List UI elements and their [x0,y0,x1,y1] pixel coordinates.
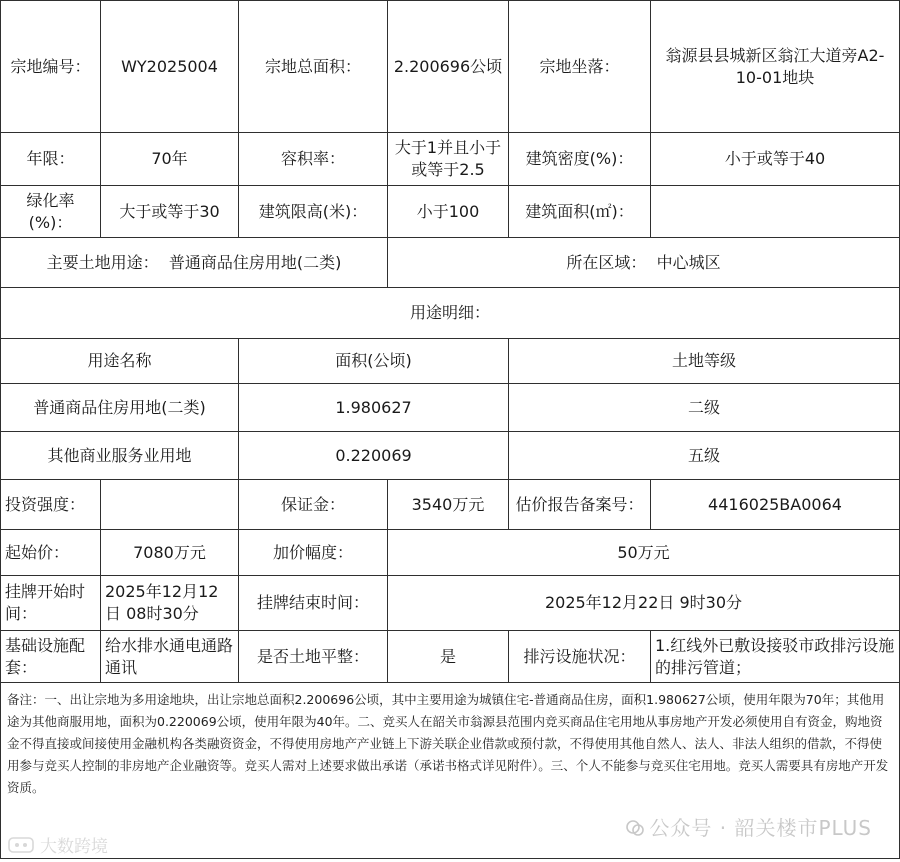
table-row [1,480,900,530]
wechat-icon [625,818,645,838]
parcel-location-label: 宗地坐落： [509,1,651,133]
build-area-value [651,186,900,238]
table-row [1,384,900,432]
flat-value: 是 [388,631,509,683]
table-row [1,288,900,339]
list-end-value: 2025年12月22日 9时30分 [388,576,900,631]
table-row [1,530,900,576]
term-value: 70年 [101,133,239,186]
usage-detail-title: 用途明细： [1,288,900,339]
usage-area: 0.220069 [239,432,509,480]
table-row [1,339,900,384]
far-label: 容积率： [239,133,388,186]
start-price-label: 起始价： [1,530,101,576]
table-row [1,432,900,480]
appraisal-value: 4416025BA0064 [651,480,900,530]
list-start-value: 2025年12月12日 08时30分 [101,576,239,631]
usage-area: 1.980627 [239,384,509,432]
infra-value: 给水排水通电通路通讯 [101,631,239,683]
table-row [1,186,900,238]
watermark-official-account [625,812,872,841]
density-value: 小于或等于40 [651,133,900,186]
deposit-label: 保证金： [239,480,388,530]
increment-value: 50万元 [388,530,900,576]
appraisal-label: 估价报告备案号： [509,480,651,530]
parcel-no-label: 宗地编号： [1,1,101,133]
watermark-left-text: 大数跨境 [40,837,108,857]
height-label: 建筑限高(米)： [239,186,388,238]
flat-label: 是否土地平整： [239,631,388,683]
usage-header-grade: 土地等级 [509,339,900,384]
usage-grade: 五级 [509,432,900,480]
watermark-source [8,832,108,857]
invest-label: 投资强度： [1,480,101,530]
build-area-label: 建筑面积(㎡)： [509,186,651,238]
main-land-use: 主要土地用途： 普通商品住房用地(二类) [1,238,388,288]
start-price-value: 7080万元 [101,530,239,576]
far-value: 大于1并且小于或等于2.5 [388,133,509,186]
usage-name: 其他商业服务业用地 [1,432,239,480]
usage-grade: 二级 [509,384,900,432]
logo-icon [8,836,34,854]
list-end-label: 挂牌结束时间： [239,576,388,631]
green-value: 大于或等于30 [101,186,239,238]
table-row [1,631,900,683]
term-label: 年限： [1,133,101,186]
green-label: 绿化率(%)： [1,186,101,238]
table-row [1,576,900,631]
increment-label: 加价幅度： [239,530,388,576]
usage-name: 普通商品住房用地(二类) [1,384,239,432]
table-row [1,238,900,288]
infra-label: 基础设施配套： [1,631,101,683]
table-row [1,1,900,133]
invest-value [101,480,239,530]
parcel-no-value: WY2025004 [101,1,239,133]
parcel-area-label: 宗地总面积： [239,1,388,133]
region: 所在区域： 中心城区 [388,238,900,288]
watermark-right-text: 公众号 · 韶关楼市PLUS [649,816,872,840]
usage-header-area: 面积(公顷) [239,339,509,384]
remarks: 备注：一、出让宗地为多用途地块，出让宗地总面积2.200696公顷，其中主要用途为城镇住宅-普通商品住房，面积1.980627公顷，使用年限为70年；其他用途为其他商服用地，面积为0.220069公顷，使用年限为40年。二、竞买人在韶关市翁源县范围内竞买商品住宅用地从事房地产开发必须使用自有资金，购地资金不得直接或间接使用金融机构各类融资资金，不得使用房地产产业链上下游关联企业借款或预付款，不得使用其他自然人、法人、非法人组织的借款，不得使用参与竞买人控制的非房地产企业融资等。竞买人需对上述要求做出承诺（承诺书格式详见附件）。三、个人不能参与竞买住宅用地。竞买人需要具有房地产开发资质。 [1,683,900,859]
parcel-location-value: 翁源县县城新区翁江大道旁A2-10-01地块 [651,1,900,133]
sewage-value: 1.红线外已敷设接驳市政排污设施的排污管道； [651,631,900,683]
deposit-value: 3540万元 [388,480,509,530]
density-label: 建筑密度(%)： [509,133,651,186]
parcel-area-value: 2.200696公顷 [388,1,509,133]
table-row [1,133,900,186]
sewage-label: 排污设施状况： [509,631,651,683]
usage-header-name: 用途名称 [1,339,239,384]
list-start-label: 挂牌开始时间： [1,576,101,631]
height-value: 小于100 [388,186,509,238]
